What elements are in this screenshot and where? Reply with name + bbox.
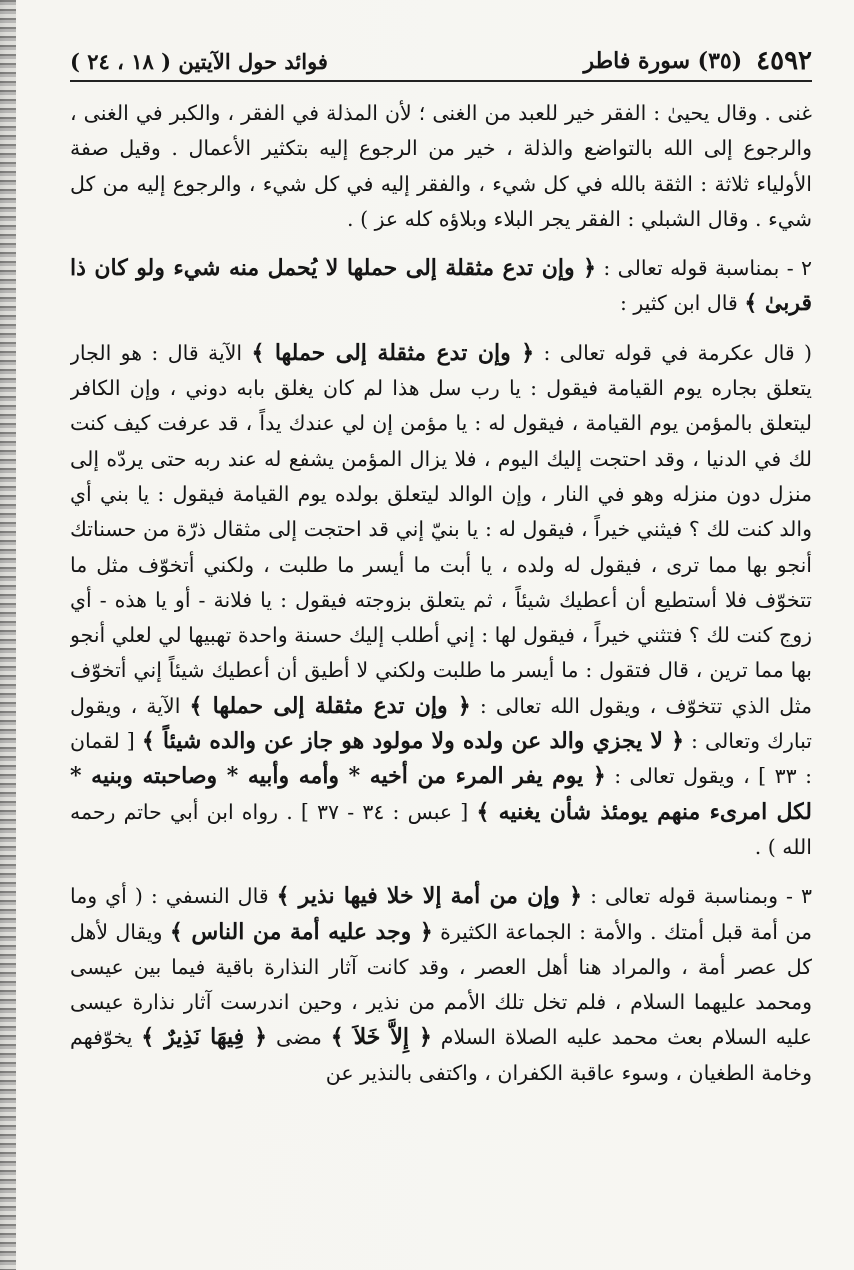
- paragraph: [70, 251, 812, 322]
- quran-verse: ﴿ وإن تدع مثقلة إلى حملها لا يُحمل منه شيء ولو كان ذا قربىٰ ﴾: [70, 255, 812, 317]
- text-span: قال ابن كثير :: [619, 291, 745, 316]
- text-span: [ لقمان : ٣٣ ] ، ويقول تعالى :: [70, 729, 812, 789]
- quran-verse: ﴿ وإن تدع مثقلة إلى حملها ﴾: [189, 692, 471, 719]
- text-span: ٣ - وبمناسبة قوله تعالى :: [582, 884, 812, 909]
- page-number: ٤٥٩٢: [756, 46, 812, 76]
- paragraph: [70, 336, 812, 865]
- book-binding-edge: [0, 0, 16, 1270]
- page-header: [70, 42, 812, 82]
- text-span: الآية قال : هو الجار يتعلق بجاره يوم القيامة فيقول : يا رب سل هذا لم كان يغلق بابه دوني ، وإن الكافر ليتعلق بالمؤمن يوم القيامة ، فيقول له : يا مؤمن إن لي عندك يداً ، قد عرفت كيف كنت لك في الدنيا ، وقد احتجت إليك اليوم ، فلا يزال المؤمن يشفع له عند ربه حتى يردّه إلى منزل دون منزله وهو في النار ، وإن الوالد ليتعلق بولده يوم القيامة فيقول : يا بني أي والد كنت لك ؟ فيثني خيراً ، فيقول له : يا بنيّ إني قد احتجت إلى مثقال ذرّة من حسناتك أنجو بها مما ترى ، فيقول له ولده ، يا أبت ما أيسر ما طلبت ، ولكني أتخوّف مثل ما تتخوّف فلا أستطيع أن أعطيك شيئاً ، ثم يتعلق بزوجته فيقول : يا فلانة - أو يا هذه - أي زوج كنت لك ؟ فتثني خيراً ، فيقول لها : إني أطلب إليك حسنة واحدة تهبيها لي لعلي أنجو بها مما ترين ، قال فتقول : ما أيسر ما طلبت ولكني لا أطيق أن أعطيك شيئاً إني أتخوّف مثل الذي تتخوّف ، ويقول الله تعالى :: [70, 340, 812, 718]
- quran-verse: ﴿ وجد عليه أمة من الناس ﴾: [169, 918, 433, 945]
- quran-verse: ﴿ وإن تدع مثقلة إلى حملها ﴾: [251, 339, 535, 366]
- quran-verse: ﴿ فِيهَا نَذِيرٌ ﴾: [141, 1024, 268, 1051]
- section-title: فوائد حول الآيتين ( ١٨ ، ٢٤ ): [70, 48, 328, 74]
- surah-name: (٣٥) سورة فاطر: [583, 48, 743, 74]
- quran-verse: ﴿ يوم يفر المرء من أخيه * وأمه وأبيه * وصاحبته وبنيه * لكل امرىء منهم يومئذ شأن يغنيه ﴾: [70, 763, 812, 825]
- quran-verse: ﴿ إِلاَّ خَلاَ ﴾: [330, 1024, 432, 1051]
- text-span: ٢ - بمناسبة قوله تعالى :: [596, 256, 812, 281]
- text-span: يخوّفهم وخامة الطغيان ، وسوء عاقبة الكفران ، واكتفى بالنذير عن: [70, 1025, 812, 1085]
- text-span: الآية ، ويقول تبارك وتعالى :: [70, 693, 812, 754]
- text-span: ( قال عكرمة في قوله تعالى :: [534, 340, 812, 365]
- page-body-text: [70, 96, 812, 1256]
- quran-verse: ﴿ لا يجزي والد عن ولده ولا مولود هو جاز عن والده شيئاً ﴾: [141, 728, 685, 755]
- text-span: غنى . وقال يحيىٰ : الفقر خير للعبد من الغنى ؛ لأن المذلة في الفقر ، والكبر في الغنى ، والرجوع إلى الله بالتواضع والذلة ، خير من الرجوع إليه بتكثير الأعمال . وقيل صفة الأولياء ثلاثة : الثقة بالله في كل شيء ، والفقر إليه في كل شيء ، والرجوع إليه من كل شيء . وقال الشبلي : الفقر يجر البلاء وبلاؤه كله عز ) .: [70, 101, 812, 231]
- paragraph: [70, 96, 812, 237]
- text-span: قال النسفي : ( أي وما من أمة قبل أمتك . والأمة : الجماعة الكثيرة: [70, 884, 812, 944]
- text-span: مضى: [267, 1025, 331, 1050]
- quran-verse: ﴿ وإن من أمة إلا خلا فيها نذير ﴾: [276, 883, 583, 910]
- paragraph: [70, 879, 812, 1091]
- text-span: ويقال لأهل كل عصر أمة ، والمراد هنا أهل العصر ، وقد كانت آثار النذارة باقية فيما بين عيسى ومحمد عليهما السلام ، فلم تخل تلك الأمم من نذير ، وحين اندرست آثار نذارة عيسى عليه السلام بعث محمد عليه الصلاة السلام: [70, 919, 812, 1050]
- text-span: [ عبس : ٣٤ - ٣٧ ] . رواه ابن أبي حاتم رحمه الله ) .: [70, 799, 812, 859]
- header-right: [584, 46, 812, 76]
